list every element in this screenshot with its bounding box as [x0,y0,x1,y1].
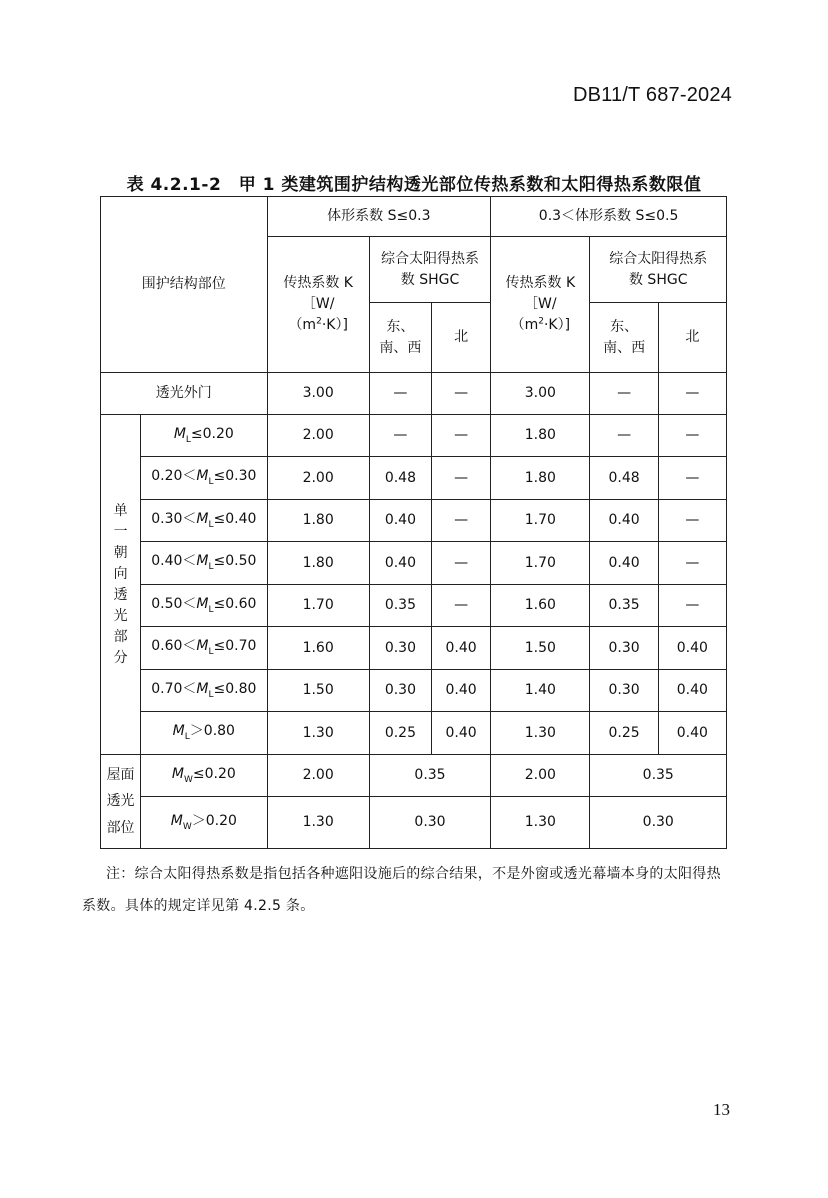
header-k-1 [267,237,369,373]
table-row [101,585,727,627]
cell-k2: 1.70 [491,542,590,585]
row-label: 透光外门 [101,373,268,415]
group-1-label: 体形系数 S≤0.3 [327,208,431,224]
cell-n2: 0.40 [658,670,726,712]
k-unit: $(m^2\cdot K)$] [510,316,571,333]
table-row [101,755,727,797]
k-label-line-1: 传热系数 K [283,275,353,291]
cell-k1: 3.00 [267,373,369,415]
ratio-range-cell: $0.70<M_L\le 0.80$ [141,670,267,712]
ratio-range-cell: $0.50<M_L\le 0.60$ [141,585,267,627]
header-group-2 [491,197,727,237]
header-shgc-1 [369,237,490,303]
cell-k1: 2.00 [267,457,369,500]
k-unit: $(m^2\cdot K)$] [288,316,348,333]
cell-shgc2: 0.35 [590,755,727,797]
cell-n2: — [658,373,726,415]
cell-k1: 2.00 [267,415,369,457]
cell-k1: 2.00 [267,755,369,797]
header-group-1 [267,197,491,237]
cell-n2: — [658,585,726,627]
single-orientation-group-label: 单 一 朝 向 透 光 部 分 [101,415,141,755]
group-2-label: 0.3＜体形系数 S≤0.5 [538,208,679,224]
cell-k2: 2.00 [491,755,590,797]
table-row [101,542,727,585]
cell-n1: — [432,585,491,627]
ratio-range-cell: $M_L>0.80$ [141,712,267,755]
shgc-label-line-2: 数 SHGC [628,271,688,288]
ratio-range-cell: $0.40<M_L\le 0.50$ [141,542,267,585]
cell-n2: — [658,415,726,457]
cell-n1: 0.40 [432,670,491,712]
cell-k1: 1.70 [267,585,369,627]
table-row [101,797,727,849]
cell-shgc2: 0.30 [590,797,727,849]
table-row [101,627,727,670]
roof-group-label: 屋面 透光 部位 [101,755,141,849]
cell-s1: 0.48 [369,457,431,500]
cell-n2: — [658,500,726,542]
table-row-door [101,373,727,415]
cell-k1: 1.30 [267,712,369,755]
limits-table [100,196,727,849]
cell-s2: — [590,373,658,415]
shgc-label-line-1: 综合太阳得热系 [609,250,708,267]
cell-s1: 0.40 [369,542,431,585]
cell-k2: 1.30 [491,712,590,755]
table-caption: 表 4.2.1-2 甲 1 类建筑围护结构透光部位传热系数和太阳得热系数限值 [126,175,702,195]
header-part-cell [101,197,268,373]
cell-k2: 1.80 [491,457,590,500]
ratio-range-cell: $0.60<M_L\le 0.70$ [141,627,267,670]
cell-s1: — [369,373,431,415]
cell-k2: 1.80 [491,415,590,457]
shgc-label-line-2: 数 SHGC [400,271,460,288]
cell-s2: 0.48 [590,457,658,500]
cell-n2: 0.40 [658,627,726,670]
header-dir-ses-1: 东、 南、西 [369,303,431,373]
header-k-2 [491,237,590,373]
cell-shgc1: 0.35 [369,755,490,797]
cell-k2: 1.70 [491,500,590,542]
cell-n1: 0.40 [432,627,491,670]
cell-n1: — [432,457,491,500]
ratio-range-cell: $0.20<M_L\le 0.30$ [141,457,267,500]
cell-n2: 0.40 [658,712,726,755]
cell-k1: 1.50 [267,670,369,712]
cell-s1: 0.30 [369,627,431,670]
table-note: 注：综合太阳得热系数是指包括各种遮阳设施后的综合结果，不是外窗或透光幕墙本身的太阳得热系数。具体的规定详见第 4.2.5 条。 [82,866,721,914]
cell-s2: 0.35 [590,585,658,627]
cell-k2: 1.60 [491,585,590,627]
table-row [101,415,727,457]
table-row [101,457,727,500]
ratio-range-cell: $0.30<M_L\le 0.40$ [141,500,267,542]
cell-k1: 1.30 [267,797,369,849]
cell-n2: — [658,457,726,500]
cell-s1: — [369,415,431,457]
cell-k1: 1.80 [267,500,369,542]
cell-s1: 0.40 [369,500,431,542]
table-row [101,670,727,712]
cell-k2: 1.50 [491,627,590,670]
page-number: 13 [713,1100,730,1119]
k-label-line-1: 传热系数 K [505,275,576,291]
cell-n1: 0.40 [432,712,491,755]
header-dir-n-1: 北 [432,303,491,373]
shgc-label-line-1: 综合太阳得热系 [381,250,479,267]
cell-s1: 0.25 [369,712,431,755]
header-dir-n-2: 北 [658,303,726,373]
cell-s1: 0.35 [369,585,431,627]
k-label-line-2: ［W/ [301,296,335,312]
cell-s2: 0.40 [590,542,658,585]
cell-n1: — [432,415,491,457]
cell-s2: 0.30 [590,670,658,712]
cell-s1: 0.30 [369,670,431,712]
cell-k1: 1.60 [267,627,369,670]
cell-s2: 0.30 [590,627,658,670]
cell-n1: — [432,373,491,415]
cell-n1: — [432,542,491,585]
cell-k2: 1.40 [491,670,590,712]
cell-s2: 0.40 [590,500,658,542]
document-code: DB11/T 687-2024 [572,84,732,106]
cell-k2: 3.00 [491,373,590,415]
table-row [101,712,727,755]
header-shgc-2 [590,237,727,303]
cell-k1: 1.80 [267,542,369,585]
ratio-range-cell: $M_W>0.20$ [141,797,267,849]
header-dir-ses-2: 东、 南、西 [590,303,658,373]
k-label-line-2: ［W/ [524,296,557,312]
header-part-label: 围护结构部位 [141,276,226,292]
cell-shgc1: 0.30 [369,797,490,849]
ratio-range-cell: $M_W\le 0.20$ [141,755,267,797]
cell-n2: — [658,542,726,585]
table-row [101,500,727,542]
cell-s2: — [590,415,658,457]
cell-k2: 1.30 [491,797,590,849]
cell-n1: — [432,500,491,542]
cell-s2: 0.25 [590,712,658,755]
ratio-range-cell: $M_L\le 0.20$ [141,415,267,457]
